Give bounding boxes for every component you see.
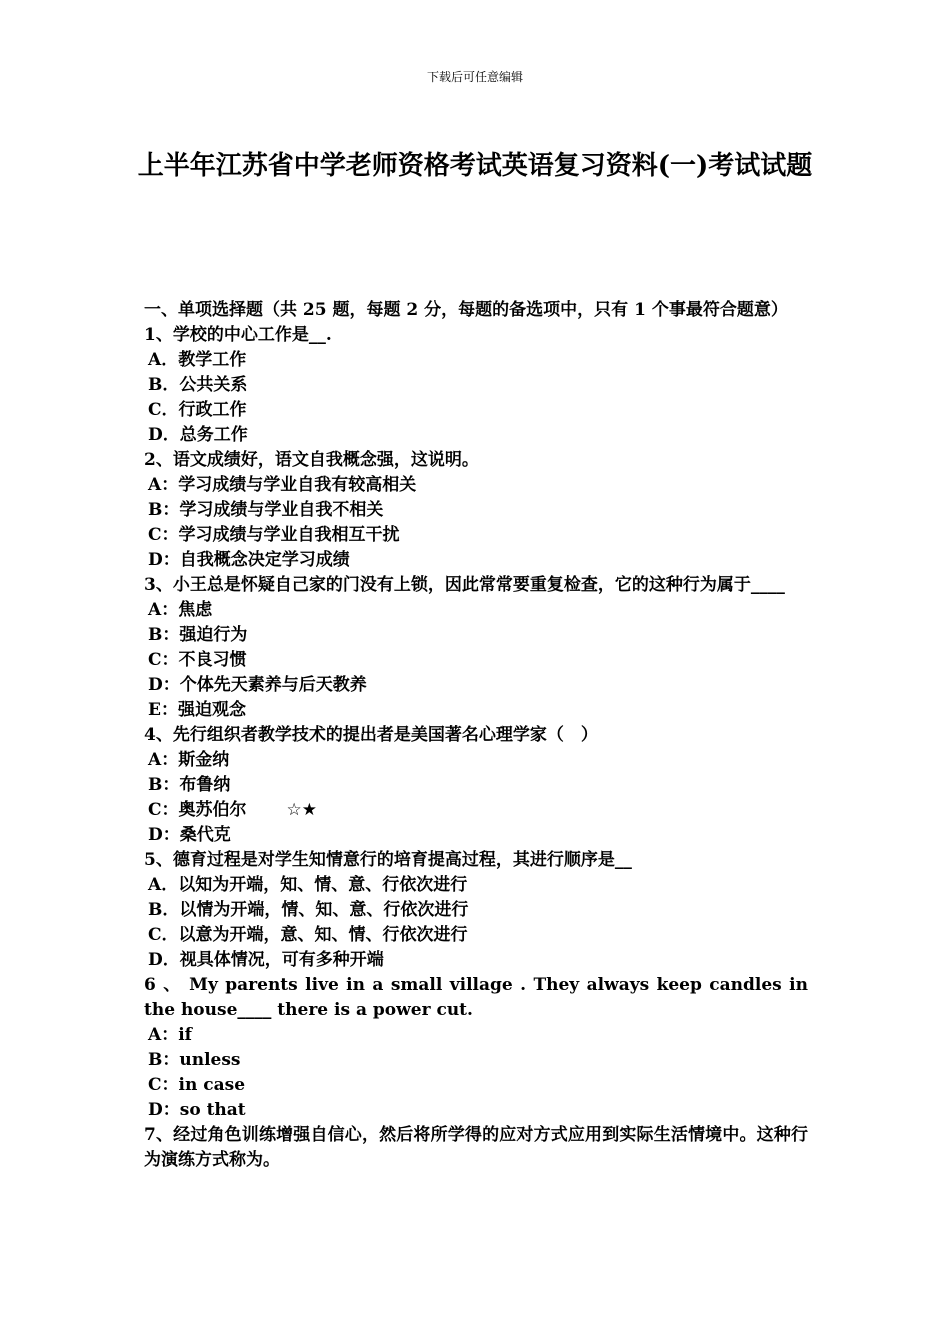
question-option: A：斯金纳 bbox=[148, 750, 230, 770]
question-stem: 2、语文成绩好，语文自我概念强，这说明。 bbox=[144, 450, 479, 470]
question-option: C：学习成绩与学业自我相互干扰 bbox=[148, 525, 400, 545]
question-option: D：个体先天素养与后天教养 bbox=[148, 675, 367, 695]
question-stem: 5、德育过程是对学生知情意行的培育提高过程，其进行顺序是__ bbox=[144, 850, 632, 870]
question-option: B：学习成绩与学业自我不相关 bbox=[148, 500, 384, 520]
question-option: A．教学工作 bbox=[148, 350, 247, 370]
question-option-text: C：奥苏伯尔 bbox=[148, 800, 247, 820]
question-option: C：in case bbox=[148, 1075, 246, 1095]
question-option bbox=[144, 798, 808, 823]
question-option: D．视具体情况，可有多种开端 bbox=[148, 950, 384, 970]
header-note: 下载后可任意编辑 bbox=[426, 70, 523, 84]
question-option: E：强迫观念 bbox=[148, 700, 246, 720]
question-option: B：unless bbox=[148, 1050, 241, 1070]
question-option: D：so that bbox=[148, 1100, 246, 1120]
page-title: 上半年江苏省中学老师资格考试英语复习资料(一)考试试题 bbox=[137, 151, 813, 181]
question-option: B：布鲁纳 bbox=[148, 775, 231, 795]
question-option: C．以意为开端，意、知、情、行依次进行 bbox=[148, 925, 468, 945]
question-option: A：if bbox=[148, 1025, 192, 1045]
question-stem: 7、经过角色训练增强自信心，然后将所学得的应对方式应用到实际生活情境中。这种行为演练方式称为。 bbox=[144, 1125, 808, 1170]
question-option: A：焦虑 bbox=[148, 600, 213, 620]
section-heading: 一、单项选择题（共 25 题，每题 2 分，每题的备选项中，只有 1 个事最符合题意） bbox=[144, 300, 788, 320]
question-option: B．公共关系 bbox=[148, 375, 248, 395]
question-option: A：学习成绩与学业自我有较高相关 bbox=[148, 475, 417, 495]
question-stem: 4、先行组织者教学技术的提出者是美国著名心理学家（ ） bbox=[144, 725, 598, 745]
question-stem: 3、小王总是怀疑自己家的门没有上锁，因此常常要重复检查，它的这种行为属于____ bbox=[144, 575, 785, 595]
star-icon: ☆★ bbox=[286, 800, 318, 820]
document-body bbox=[144, 298, 808, 1173]
question-option: B：强迫行为 bbox=[148, 625, 248, 645]
question-option: C．行政工作 bbox=[148, 400, 247, 420]
question-stem: 1、学校的中心工作是__. bbox=[144, 325, 332, 345]
question-option: D：桑代克 bbox=[148, 825, 231, 845]
question-option: C：不良习惯 bbox=[148, 650, 247, 670]
question-stem: 6 、 My parents live in a small village . They always keep candles in the house____ there is a power cut. bbox=[144, 975, 808, 1020]
question-option: D．总务工作 bbox=[148, 425, 248, 445]
question-option: A．以知为开端，知、情、意、行依次进行 bbox=[148, 875, 468, 895]
question-option: B．以情为开端，情、知、意、行依次进行 bbox=[148, 900, 469, 920]
question-option: D：自我概念决定学习成绩 bbox=[148, 550, 350, 570]
